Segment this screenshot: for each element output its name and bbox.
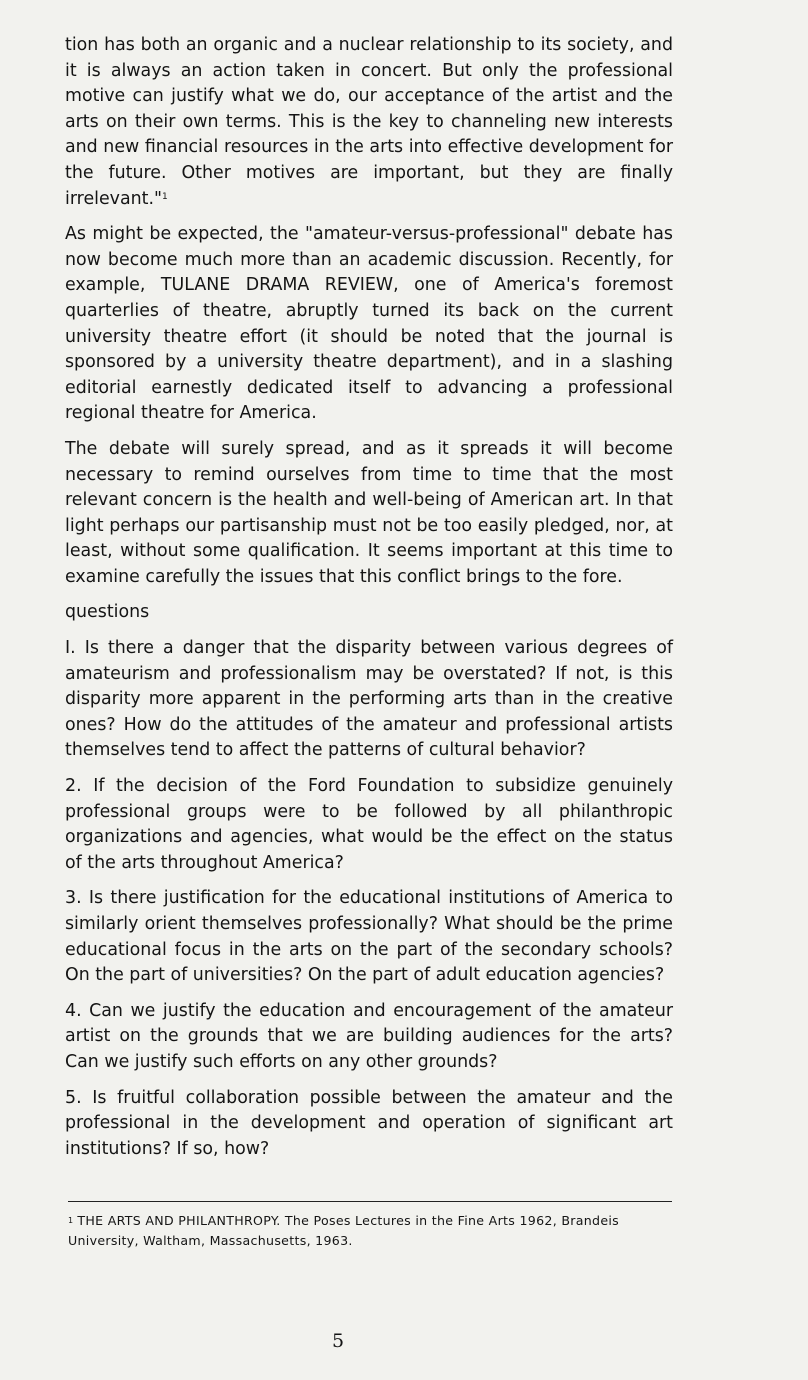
questions-heading: questions — [65, 602, 150, 623]
question-item: 4. Can we justify the education and encouragement of the amateur artist on the grounds that we are building audiences for the arts? Can we justify such efforts on any other grounds? — [65, 1000, 673, 1072]
footnote — [68, 1211, 676, 1251]
paragraph-text: tion has both an organic and a nuclear relationship to its society, and it is always an action taken in concert. But only the professional motive can justify what we do, our acceptance of the artist and the arts on their own terms. This is the key to channeling new interests and new financial resources in the arts into effective development for the future. Other motives are important, but they are finally irrelevant." — [65, 35, 673, 209]
paragraph-quote-continuation — [65, 33, 673, 212]
footnote-divider — [68, 1201, 672, 1202]
question-item: 5. Is fruitful collaboration possible between the amateur and the professional in the development and operation of significant art institutions? If so, how? — [65, 1087, 673, 1159]
footnote-reference: 1 — [162, 191, 168, 202]
page-number: 5 — [331, 1330, 345, 1352]
question-item: I. Is there a danger that the disparity between various degrees of amateurism and professionalism may be overstated? If not, is this disparity more apparent in the performing arts than in the creative ones? How do the attitudes of the amateur and professional artists themselves tend to affect the patterns of cultural behavior? — [65, 638, 673, 761]
footnote-text: THE ARTS AND PHILANTHROPY. The Poses Lectures in the Fine Arts 1962, Brandeis University, Waltham, Massachusetts, 1963. — [68, 1213, 620, 1248]
footnote-marker: 1 — [68, 1216, 74, 1225]
page-body — [65, 33, 673, 1172]
question-item: 2. If the decision of the Ford Foundation to subsidize genuinely professional groups were to be followed by all philanthropic organizations and agencies, what would be the effect on the status of the arts throughout America? — [65, 776, 673, 873]
paragraph-issues: The debate will surely spread, and as it spreads it will become necessary to remind ourselves from time to time that the most relevant concern is the health and well-being of American art. In that light perhaps our partisanship must not be too easily pledged, nor, at least, without some qualification. It seems important at this time to examine carefully the issues that this conflict brings to the fore. — [65, 438, 673, 587]
paragraph-debate: As might be expected, the "amateur-versus-professional" debate has now become much more than an academic discussion. Recently, for example, TULANE DRAMA REVIEW, one of America's foremost quarterlies of theatre, abruptly turned its back on the current university theatre effort (it should be noted that the journal is sponsored by a university theatre department), and in a slashing editorial earnestly dedicated itself to advancing a professional regional theatre for America. — [65, 224, 673, 424]
question-item: 3. Is there justification for the educational institutions of America to similarly orient themselves professionally? What should be the prime educational focus in the arts on the part of the secondary schools? On the part of universities? On the part of adult education agencies? — [65, 888, 673, 986]
